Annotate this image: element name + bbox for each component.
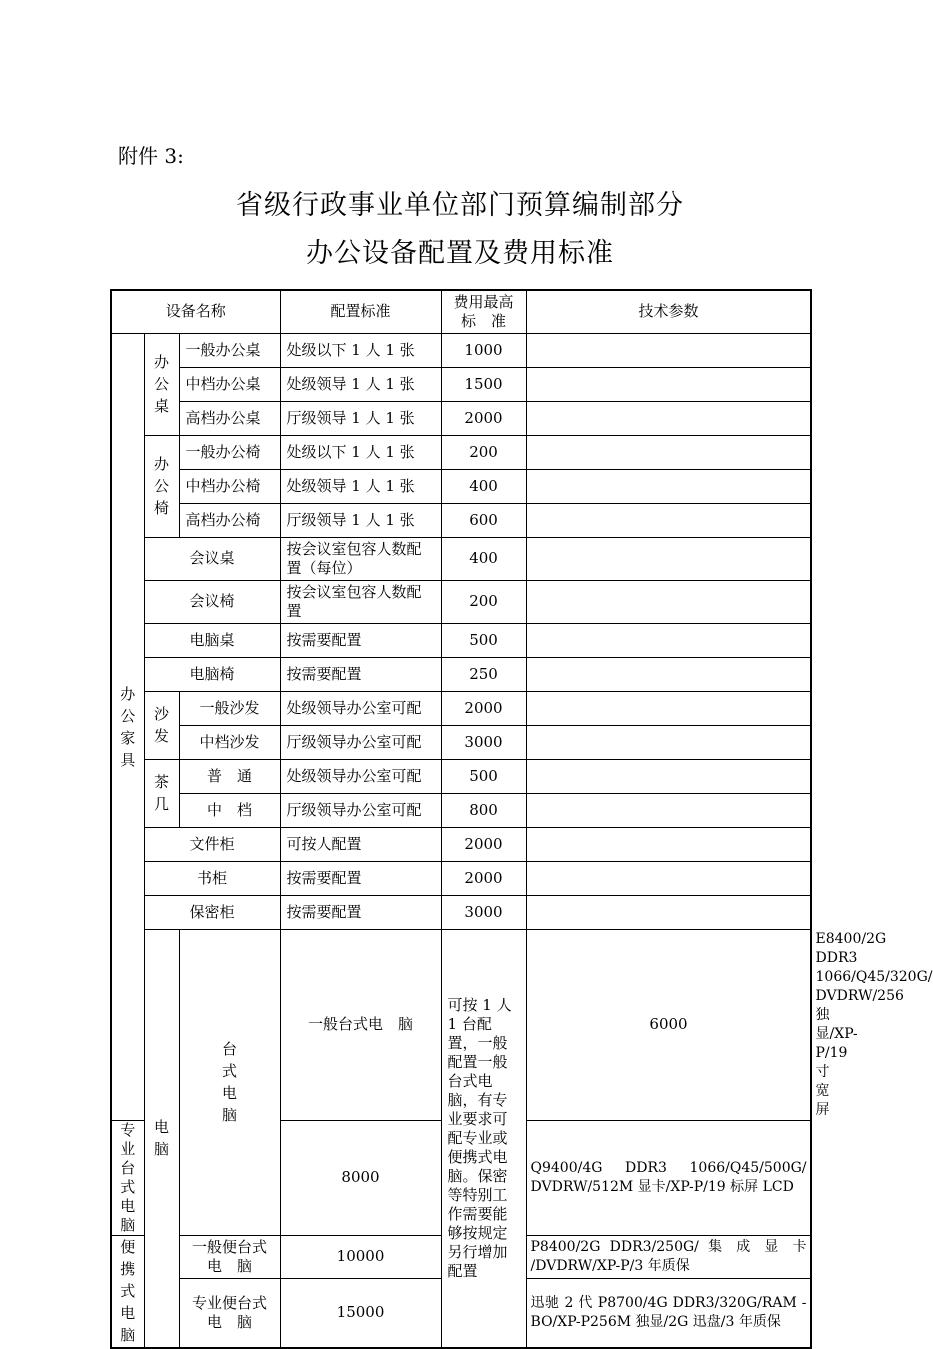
item-cost: 3000 bbox=[441, 895, 526, 929]
item-tech: 迅驰 2 代 P8700/4G DDR3/320G/RAM -BO/XP-P256M 独显/2G 迅盘/3 年质保 bbox=[526, 1278, 811, 1348]
item-config: 按会议室包容人数配置 bbox=[280, 580, 441, 623]
item-tech: P8400/2G DDR3/250G/ 集 成 显 卡 /DVDRW/XP-P/3 年质保 bbox=[526, 1235, 811, 1278]
item-cost: 600 bbox=[441, 503, 526, 537]
group-desktop: 台式电脑 bbox=[179, 929, 280, 1235]
item-tech bbox=[526, 895, 811, 929]
item-config: 可按人配置 bbox=[280, 827, 441, 861]
equipment-standard-table bbox=[110, 289, 933, 1349]
item-name: 中档办公椅 bbox=[179, 469, 280, 503]
item-cost: 400 bbox=[441, 469, 526, 503]
table-row bbox=[111, 657, 811, 691]
computer-config: 可按 1 人 1 台配置，一般配置一般台式电脑，有专业要求可配专业或便携式电脑。保密等特别工作需要能够按规定另行增加配置 bbox=[441, 929, 526, 1348]
category-furniture: 办公家具 bbox=[111, 333, 144, 1120]
item-name: 会议桌 bbox=[144, 537, 280, 580]
item-name: 中 档 bbox=[179, 793, 280, 827]
item-name: 电脑椅 bbox=[144, 657, 280, 691]
item-name: 专业便台式电 脑 bbox=[179, 1278, 280, 1348]
item-config: 处级以下 1 人 1 张 bbox=[280, 435, 441, 469]
table-row: 电脑 台式电脑 一般台式电 脑 可按 1 人 1 台配置，一般配置一般台式电脑，有专业要求可配专业或便携式电脑。保密等特别工作需要能够按规定另行增加配置 6000 E8400/2G DDR3 1066/Q45/320G/ DVDRW/256 独显/XP-P/19 寸宽屏 bbox=[111, 929, 811, 1120]
item-cost: 2000 bbox=[441, 861, 526, 895]
table-row bbox=[111, 759, 811, 793]
item-config: 处级以下 1 人 1 张 bbox=[280, 333, 441, 367]
item-config: 处级领导 1 人 1 张 bbox=[280, 367, 441, 401]
item-tech: Q9400/4G DDR3 1066/Q45/500G/ DVDRW/512M 显卡/XP-P/19 标屏 LCD bbox=[526, 1120, 811, 1235]
item-name: 中档沙发 bbox=[179, 725, 280, 759]
item-name: 保密柜 bbox=[144, 895, 280, 929]
item-tech bbox=[526, 435, 811, 469]
item-cost: 6000 bbox=[526, 929, 811, 1120]
table-row bbox=[111, 367, 811, 401]
table-row bbox=[111, 333, 811, 367]
item-cost: 200 bbox=[441, 435, 526, 469]
group-chair: 办公椅 bbox=[144, 435, 179, 537]
item-tech bbox=[526, 691, 811, 725]
item-name: 文件柜 bbox=[144, 827, 280, 861]
table-row bbox=[111, 503, 811, 537]
item-tech bbox=[526, 333, 811, 367]
item-config: 处级领导办公室可配 bbox=[280, 759, 441, 793]
item-cost: 500 bbox=[441, 759, 526, 793]
item-name: 一般办公椅 bbox=[179, 435, 280, 469]
table-row bbox=[111, 895, 811, 929]
attachment-label: 附件 3: bbox=[118, 144, 184, 168]
item-cost: 1000 bbox=[441, 333, 526, 367]
group-tea-table: 茶几 bbox=[144, 759, 179, 827]
item-name: 会议椅 bbox=[144, 580, 280, 623]
item-cost: 200 bbox=[441, 580, 526, 623]
item-config: 按会议室包容人数配置（每位） bbox=[280, 537, 441, 580]
table-row bbox=[111, 691, 811, 725]
header-name: 设备名称 bbox=[111, 290, 280, 333]
item-config: 按需要配置 bbox=[280, 861, 441, 895]
group-desk: 办公桌 bbox=[144, 333, 179, 435]
table-header-row bbox=[111, 290, 811, 333]
item-name: 一般办公桌 bbox=[179, 333, 280, 367]
item-tech bbox=[526, 725, 811, 759]
item-config: 厅级领导 1 人 1 张 bbox=[280, 503, 441, 537]
item-name: 一般沙发 bbox=[179, 691, 280, 725]
document-subtitle: 办公设备配置及费用标准 bbox=[306, 238, 614, 269]
item-name: 一般便台式电 脑 bbox=[179, 1235, 280, 1278]
group-sofa: 沙发 bbox=[144, 691, 179, 759]
table-row bbox=[111, 435, 811, 469]
item-cost: 2000 bbox=[441, 691, 526, 725]
header-config: 配置标准 bbox=[280, 290, 441, 333]
table-row bbox=[111, 725, 811, 759]
item-cost: 10000 bbox=[280, 1235, 441, 1278]
item-cost: 250 bbox=[441, 657, 526, 691]
item-config: 厅级领导 1 人 1 张 bbox=[280, 401, 441, 435]
item-name: 书柜 bbox=[144, 861, 280, 895]
item-tech bbox=[526, 401, 811, 435]
item-cost: 8000 bbox=[280, 1120, 441, 1235]
item-name: 电脑桌 bbox=[144, 623, 280, 657]
table-row bbox=[111, 827, 811, 861]
item-cost: 400 bbox=[441, 537, 526, 580]
item-tech bbox=[526, 657, 811, 691]
item-tech bbox=[526, 580, 811, 623]
header-cost: 费用最高标 准 bbox=[441, 290, 526, 333]
item-cost: 800 bbox=[441, 793, 526, 827]
item-name: 专业台式电 脑 bbox=[111, 1120, 144, 1235]
item-cost: 3000 bbox=[441, 725, 526, 759]
item-name: 一般台式电 脑 bbox=[280, 929, 441, 1120]
item-config: 按需要配置 bbox=[280, 895, 441, 929]
item-config: 处级领导 1 人 1 张 bbox=[280, 469, 441, 503]
item-tech bbox=[526, 469, 811, 503]
item-config: 处级领导办公室可配 bbox=[280, 691, 441, 725]
item-tech bbox=[526, 537, 811, 580]
table-row bbox=[111, 861, 811, 895]
item-config: 厅级领导办公室可配 bbox=[280, 725, 441, 759]
document-title: 省级行政事业单位部门预算编制部分 bbox=[236, 190, 684, 221]
item-config: 按需要配置 bbox=[280, 623, 441, 657]
item-tech bbox=[526, 503, 811, 537]
item-name: 普 通 bbox=[179, 759, 280, 793]
item-tech bbox=[526, 759, 811, 793]
item-cost: 2000 bbox=[441, 401, 526, 435]
item-config: 按需要配置 bbox=[280, 657, 441, 691]
item-name: 高档办公椅 bbox=[179, 503, 280, 537]
item-tech bbox=[526, 861, 811, 895]
table-row bbox=[111, 469, 811, 503]
item-tech bbox=[526, 793, 811, 827]
category-computers: 电脑 bbox=[144, 929, 179, 1348]
item-config: 厅级领导办公室可配 bbox=[280, 793, 441, 827]
table-row bbox=[111, 537, 811, 580]
item-tech bbox=[526, 367, 811, 401]
item-tech bbox=[526, 623, 811, 657]
item-tech bbox=[526, 827, 811, 861]
item-cost: 500 bbox=[441, 623, 526, 657]
table-row bbox=[111, 623, 811, 657]
item-cost: 2000 bbox=[441, 827, 526, 861]
table-row bbox=[111, 793, 811, 827]
item-cost: 1500 bbox=[441, 367, 526, 401]
item-cost: 15000 bbox=[280, 1278, 441, 1348]
header-tech: 技术参数 bbox=[526, 290, 811, 333]
table-row bbox=[111, 580, 811, 623]
item-name: 高档办公桌 bbox=[179, 401, 280, 435]
group-portable: 便携式电脑 bbox=[111, 1235, 144, 1348]
item-name: 中档办公桌 bbox=[179, 367, 280, 401]
table-row bbox=[111, 401, 811, 435]
